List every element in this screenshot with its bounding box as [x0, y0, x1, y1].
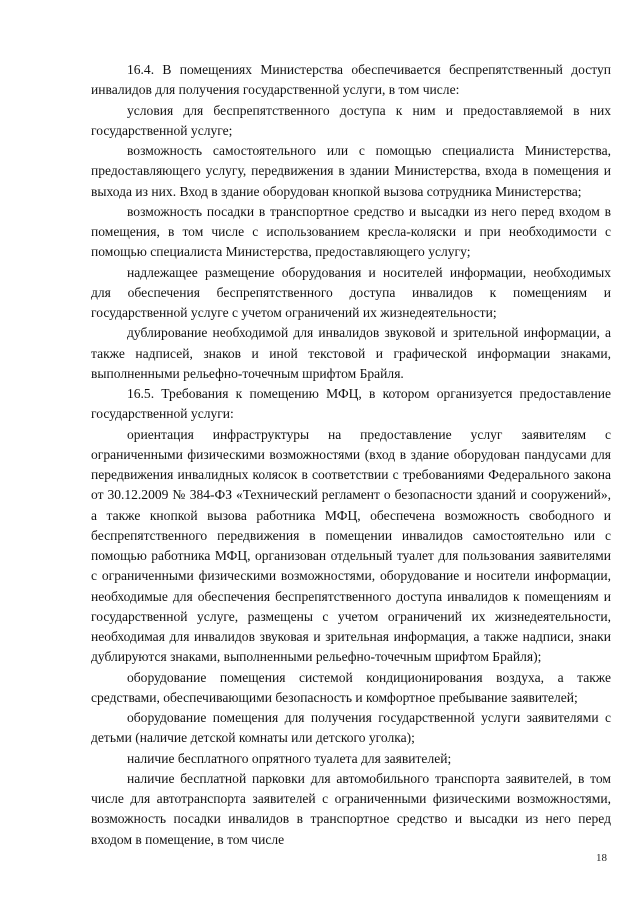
paragraph-children-room: оборудование помещения для получения государственной услуги заявителями с детьми (наличие детской комнаты или детского уголка); — [91, 710, 611, 746]
paragraph-movement-in-building: возможность самостоятельного или с помощью специалиста Министерства, предоставляющего услугу, передвижения в здании Министерства, входа в помещения и выхода из них. Вход в здание оборудован кнопкой вызова сотрудника Министерства; — [91, 143, 611, 199]
paragraph-16-5-heading: 16.5. Требования к помещению МФЦ, в котором организуется предоставление государственной услуги: — [91, 386, 611, 422]
paragraph-equipment-placement: надлежащее размещение оборудования и носителей информации, необходимых для обеспечения беспрепятственного доступа инвалидов к помещениям и государственной услуге с учетом ограничений их жизнедеятельности; — [91, 264, 611, 320]
paragraph-free-parking: наличие бесплатной парковки для автомобильного транспорта заявителей, в том числе для автотранспорта заявителей с ограниченными физическими возможностями, возможность посадки инвалидов в транспортное средство и высадки из него перед входом в помещение, в том числе — [91, 770, 611, 847]
paragraph-16-4-heading: 16.4. В помещениях Министерства обеспечивается беспрепятственный доступ инвалидов для получения государственной услуги, в том числе: — [91, 62, 611, 98]
paragraph-air-conditioning: оборудование помещения системой кондиционирования воздуха, а также средствами, обеспечивающими безопасность и комфортное пребывание заявителей; — [91, 669, 611, 705]
document-page — [91, 60, 611, 850]
paragraph-free-toilet: наличие бесплатного опрятного туалета для заявителей; — [127, 750, 452, 766]
page-number: 18 — [596, 852, 607, 864]
paragraph-infrastructure-orientation: ориентация инфраструктуры на предоставление услуг заявителям с ограниченными физическими возможностями (вход в здание оборудован пандусами для передвижения инвалидных колясок в соответствии с требованиями Федерального закона от 30.12.2009 № 384-ФЗ «Технический регламент о безопасности зданий и сооружений», а также кнопкой вызова работника МФЦ, обеспечена возможность свободного и беспрепятственного передвижения в помещении инвалидов самостоятельно или с помощью работника МФЦ, организован отдельный туалет для пользования заявителями с ограниченными физическими возможностями, оборудование и носители информации, необходимые для обеспечения беспрепятственного доступа инвалидов к помещениям и государственной услуге, размещены с учетом ограничений их жизнедеятельности, необходимая для инвалидов звуковая и зрительная информация, а также надписи, знаки дублируются знаками, выполненными рельефно-точечным шрифтом Брайля); — [91, 426, 611, 665]
paragraph-access-conditions: условия для беспрепятственного доступа к ним и предоставляемой в них государственной услуге; — [91, 102, 611, 138]
paragraph-vehicle-boarding: возможность посадки в транспортное средство и высадки из него перед входом в помещения, в том числе с использованием кресла-коляски и при необходимости с помощью специалиста Министерства, предоставляющего услугу; — [91, 203, 611, 260]
paragraph-braille-duplication: дублирование необходимой для инвалидов звуковой и зрительной информации, а также надписей, знаков и иной текстовой и графической информации знаками, выполненными рельефно-точечным шрифтом Брайля. — [91, 325, 611, 381]
